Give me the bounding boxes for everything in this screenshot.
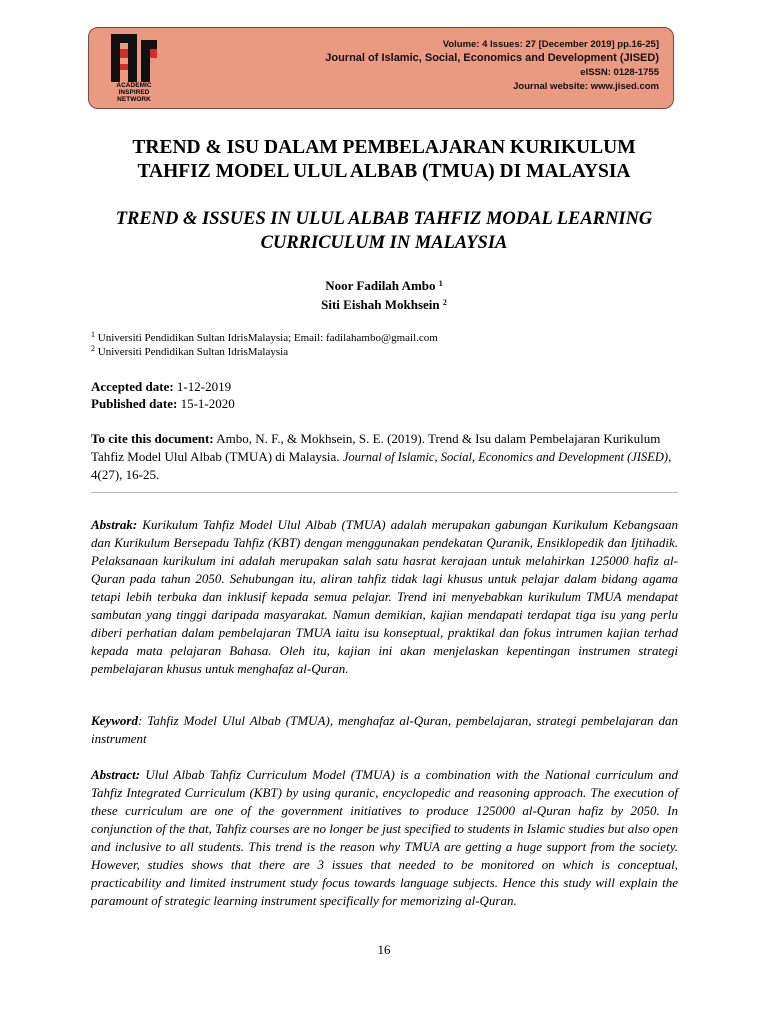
volume-line: Volume: 4 Issues: 27 [December 2019] pp.16-25] [442,39,659,50]
author-sup: 1 [438,279,443,288]
affiliation-sup: 1 [91,330,95,339]
eissn-line: eISSN: 0128-1755 [580,67,659,78]
keyword-paragraph [91,712,678,748]
affiliations [91,331,438,359]
publication-dates [91,378,235,412]
affiliation [91,331,438,345]
affiliation-sup: 2 [91,344,95,353]
abstract-label: Abstract: [91,767,141,782]
title-line: CURRICULUM IN MALAYSIA [260,233,508,253]
author-list [0,276,768,314]
website-line: Journal website: www.jised.com [513,81,659,92]
published-date [91,395,235,412]
logo-wordmark [105,82,163,103]
title-malay [60,136,708,184]
affiliation-text: Universiti Pendidikan Sultan IdrisMalaysia; Email: fadilahambo@gmail.com [97,332,438,344]
title-line: TREND & ISU DALAM PEMBELAJARAN KURIKULUM [132,137,636,158]
title-line: TAHFIZ MODEL ULUL ALBAB (TMUA) DI MALAYSIA [137,161,631,182]
author [0,295,768,314]
page-number: 16 [377,942,391,957]
title-english [60,207,708,255]
abstrak-text: Kurikulum Tahfiz Model Ulul Albab (TMUA) adalah merupakan gabungan Kurikulum Kebangsaan dan Kurikulum Bersepadu Tahfiz (KBT) dengan menggunakan pendekatan Quranik, Ensiklopedik dan Ijtihadik. Pelaksanaan kurikulum ini adalah merupakan salah satu hasrat kerajaan untuk melahirkan 125000 hafiz al-Quran pada tahun 2050. Sehubungan itu, aliran tahfiz tidak lagi khusus untuk pelajar dalam bidang agama tetapi lebih terbuka dan inklusif kepada semua pelajar. Trend ini menyebabkan kurikulum TMUA mendapat sambutan yang tinggi daripada masyarakat. Namun demikian, kajian mendapati terdapat tiga isu yang perlu diberi perhatian dalam pembelajaran TMUA iaitu isu konseptual, praktikal dan fokus intrumen kajian terhad kepada mata pelajaran Bahasa. Oleh itu, kajian ini akan menjelaskan kepentingan instrumen strategi pembelajaran khusus untuk menghafaz al-Quran. [91,517,678,676]
author-name: Siti Eishah Mokhsein [321,297,440,312]
author [0,276,768,295]
published-label: Published date: [91,396,178,411]
logo-line: NETWORK [117,96,151,103]
divider [91,492,678,493]
journal-name: Journal of Islamic, Social, Economics and Development (JISED) [325,52,659,64]
logo-line: ACADEMIC [116,82,152,89]
abstrak-paragraph [91,516,678,678]
keyword-label: Keyword [91,713,138,728]
journal-info [325,38,659,93]
academic-inspired-network-logo [105,34,163,104]
affiliation [91,345,438,359]
citation-journal: Journal of Islamic, Social, Economics and Development (JISED) [342,450,669,464]
accepted-label: Accepted date: [91,379,174,394]
logo-line: INSPIRED [118,89,150,96]
abstract-text: Ulul Albab Tahfiz Curriculum Model (TMUA) is a combination with the National curriculum and Tahfiz Integrated Curriculum (KBT) by using quranic, encyclopedic and reasoning approach. The execution of these curriculum are one of the government initiatives to produce 125000 al-Quran hafiz by 2050. In conjunction of the that, Tahfiz courses are no longer be just specified to students in Islamic studies but also open and inclusive to all students. This trend is the reason why TMUA are getting a huge support from the society. However, studies shows that there are 3 issues that needed to be monitored on which is conceptual, practicability and limited instrument study focus towards language subjects. Hence this study will explain the paramount of strategic learning instrument specifically for memorizing al-Quran. [91,767,678,908]
affiliation-text: Universiti Pendidikan Sultan IdrisMalaysia [97,346,289,358]
keyword-text: : Tahfiz Model Ulul Albab (TMUA), menghafaz al-Quran, pembelajaran, strategi pembelajaran dan instrument [91,713,678,746]
accepted-value: 1-12-2019 [176,379,232,394]
accepted-date [91,378,235,395]
citation [91,430,678,484]
abstract-paragraph [91,766,678,910]
author-name: Noor Fadilah Ambo [325,278,436,293]
title-line: TREND & ISSUES IN ULUL ALBAB TAHFIZ MODAL LEARNING [115,209,653,229]
citation-label: To cite this document: [91,431,214,446]
citation-text: Ambo, N. F., & Mokhsein, S. E. (2019). Trend & Isu dalam Pembelajaran Kurikulum Tahfiz Model Ulul Albab (TMUA) di Malaysia. [91,431,661,464]
abstrak-label: Abstrak: [91,517,138,532]
journal-header-banner [88,27,674,109]
author-sup: 2 [442,298,447,307]
ain-logo-mark-icon [109,34,159,82]
citation-tail: , 4(27), 16-25. [91,449,672,482]
published-value: 15-1-2020 [180,396,235,411]
